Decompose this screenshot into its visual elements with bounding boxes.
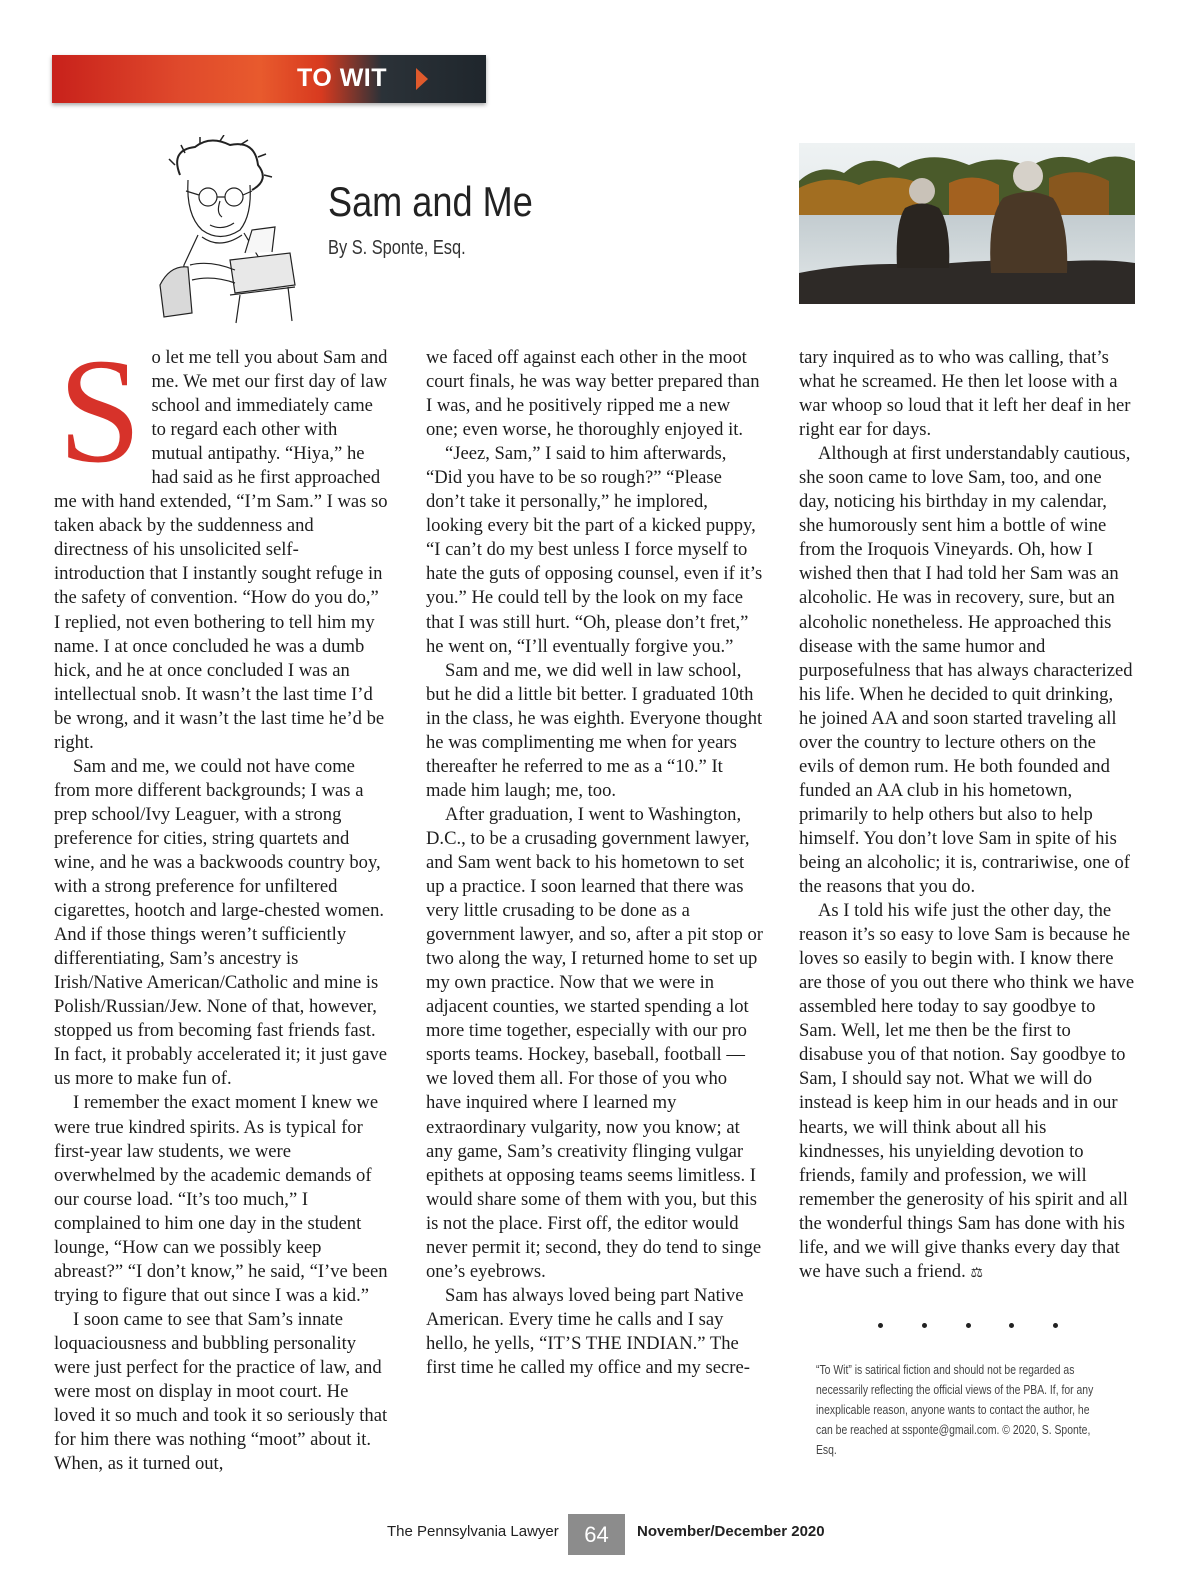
scales-of-justice-icon: ⚖: [970, 1264, 983, 1281]
footer-issue-date: November/December 2020: [637, 1523, 825, 1540]
article-byline: By S. Sponte, Esq.: [328, 237, 466, 259]
article-column-1: [54, 328, 388, 1476]
divider-dot: [922, 1323, 927, 1328]
section-label: TO WIT: [297, 64, 388, 92]
drop-cap: S: [58, 328, 142, 494]
section-divider-dots: [878, 1318, 1058, 1332]
section-banner: [52, 55, 486, 103]
article-paragraph: After graduation, I went to Washington, D.C., to be a crusading government lawyer, and Sam went back to his hometown to set up a practice. I soon learned that there was very little crusading to be done as a government lawyer, and so, after a pit stop or two along the way, I returned home to set up my own practice. Now that we were in adjacent counties, we started spending a lot more time together, especially with our pro sports teams. Hockey, baseball, football — we loved them all. For those of you who have inquired where I learned my extraordinary vulgarity, now you know; at any game, Sam’s creativity flinging vulgar epithets at opposing teams seems limitless. I would share some of them with you, but this is not the place. First off, the editor would never permit it; second, they do tend to singe one’s eyebrows.: [426, 803, 763, 1282]
two-men-by-lake-photo: [799, 143, 1135, 304]
article-paragraph: tary inquired as to who was calling, that’s what he screamed. He then let loose with a war whoop so loud that it left her deaf in her right ear for days.: [799, 347, 1131, 441]
footer-publication-name: The Pennsylvania Lawyer: [387, 1523, 559, 1540]
author-caricature-illustration: [140, 135, 300, 327]
article-paragraph: Sam and me, we did well in law school, but he did a little bit better. I graduated 10th in the class, he was eighth. Everyone thought he was complimenting me when for years thereafter he referred to me as a “10.” It made him laugh; me, too.: [426, 659, 763, 801]
divider-dot: [1009, 1323, 1014, 1328]
article-paragraph: Although at first understandably cautious, she soon came to love Sam, too, and one day, noticing his birthday in my calendar, she humorously sent him a bottle of wine from the Iroquois Vineyards. Oh, how I wished then that I had told her Sam was an alcoholic. He was in recovery, sure, but an alcoholic nonetheless. He approached this disease with the same humor and purposefulness that has always characterized his life. When he decided to quit drinking, he joined AA and soon started traveling all over the country to lecture others on the evils of demon rum. He both founded and funded an AA club in his hometown, primarily to help others but also to help himself. You don’t love Sam in spite of his being an alcoholic; it is, contrariwise, one of the reasons that you do.: [799, 443, 1133, 898]
article-title: Sam and Me: [328, 178, 533, 225]
article-paragraph: Sam and me, we could not have come from more different backgrounds; I was a prep school/Ivy Leaguer, with a strong preference for cities, string quartets and wine, and he was a backwoods country boy, with a strong preference for unfiltered cigarettes, hootch and large-chested women. And if those things weren’t sufficiently differentiating, Sam’s ancestry is Irish/Native American/Catholic and mine is Polish/Russian/Jew. None of that, however, stopped us from becoming fast friends fast. In fact, it probably accelerated it; it just gave us more to make fun of.: [54, 755, 387, 1090]
divider-dot: [966, 1323, 971, 1328]
article-paragraph: I soon came to see that Sam’s innate loquaciousness and bubbling personality were just perfect for the practice of law, and were most on display in moot court. He loved it so much and took it so seriously that for him there was nothing “moot” about it. When, as it turned out,: [54, 1308, 388, 1475]
divider-dot: [878, 1323, 883, 1328]
article-paragraph: As I told his wife just the other day, the reason it’s so easy to love Sam is because he loves so easily to begin with. I know there are those of you out there who think we have assembled here today to say goodbye to Sam. Well, let me then be the first to disabuse you of that notion. Say goodbye to Sam, I should say not. What we will do instead is keep him in our heads and in our hearts, we will think about all his kindnesses, his unyielding devotion to friends, family and profession, we will remember the generosity of his spirit and all the wonderful things Sam has done with his life, and we will give thanks every day that we have such a friend. ⚖: [799, 900, 1135, 1282]
article-column-2: [426, 346, 764, 1380]
article-paragraph: “Jeez, Sam,” I said to him afterwards, “Did you have to be so rough?” “Please don’t take it personally,” he implored, looking every bit the part of a kicked puppy, “I can’t do my best unless I force myself to hate the guts of opposing counsel, even if it’s you.” He could tell by the look on my face that I was still hurt. “Oh, please don’t fret,” he went on, “I’ll eventually forgive you.”: [426, 443, 763, 657]
arrow-right-icon: [416, 68, 428, 90]
article-paragraph: So let me tell you about Sam and me. We met our first day of law school and immediately came to regard each other with mutual antipathy. “Hiya,” he had said as he first approached me with hand extended, “I’m Sam.” I was so taken aback by the suddenness and directness of his unsolicited self-introduction that I instantly sought refuge in the safety of convention. “How do you do,” I replied, not even bothering to tell him my name. I at once concluded he was a dumb hick, and he at once concluded I was an intellectual snob. It wasn’t the last time I’d be wrong, and it wasn’t the last time he’d be right.: [54, 328, 388, 753]
article-paragraph: Sam has always loved being part Native American. Every time he calls and I say hello, he yells, “IT’S THE INDIAN.” The first time he called my office and my secre-: [426, 1284, 750, 1378]
article-column-3: [799, 346, 1135, 1285]
divider-dot: [1053, 1323, 1058, 1328]
footer-page-number: 64: [568, 1514, 625, 1555]
author-disclaimer: “To Wit” is satirical fiction and should not be regarded as necessarily reflecting the official views of the PBA. If, for any inexplicable reason, anyone wants to contact the author, he can be reached at ssponte@gmail.com. © 2020, S. Sponte, Esq.: [816, 1362, 1094, 1457]
article-paragraph: we faced off against each other in the moot court finals, he was way better prepared than I was, and he positively ripped me a new one; even worse, he thoroughly enjoyed it.: [426, 347, 760, 441]
article-paragraph: I remember the exact moment I knew we were true kindred spirits. As is typical for first-year law students, we were overwhelmed by the academic demands of our course load. “It’s too much,” I complained to him one day in the student lounge, “How can we possibly keep abreast?” “I don’t know,” he said, “I’ve been trying to figure that out since I was a kid.”: [54, 1092, 388, 1306]
